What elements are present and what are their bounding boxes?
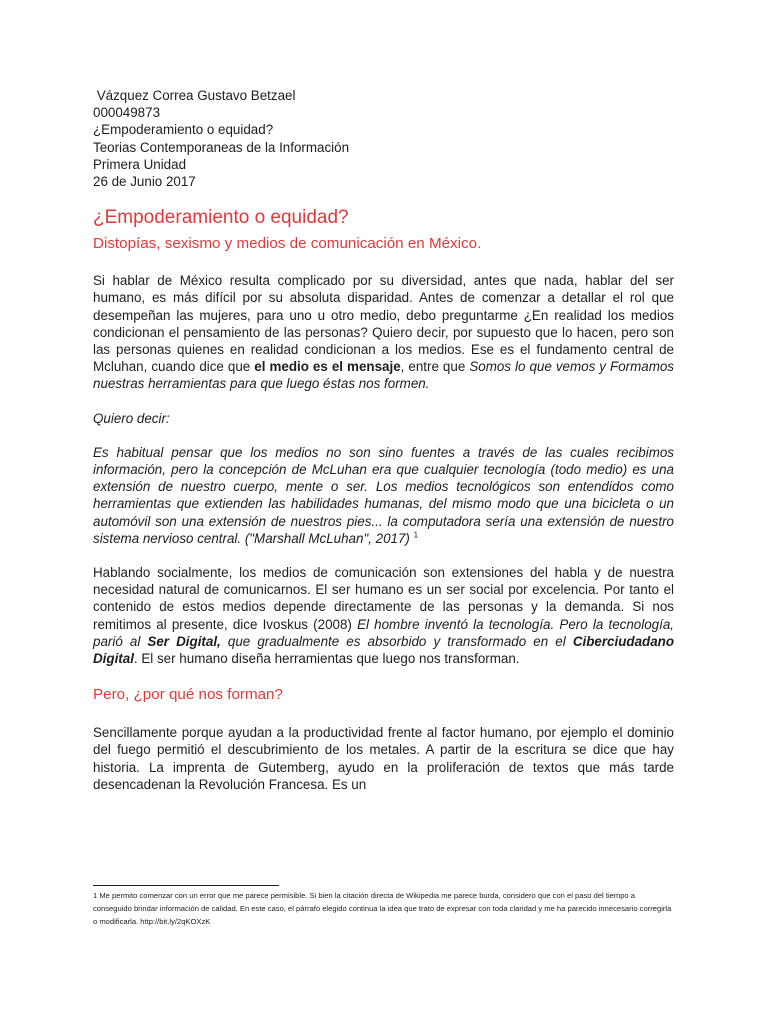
- bold-italic-ser-digital: Ser Digital,: [147, 633, 221, 649]
- unit-name: Primera Unidad: [93, 156, 187, 172]
- paragraph-intro: [93, 272, 674, 392]
- footnote-divider: [93, 885, 279, 886]
- paragraph-social: [93, 564, 674, 667]
- quote-text: Es habitual pensar que los medios no son sino fuentes a través de las cuales recibimos información, pero la concepción de McLuhan era que cualquier tecnología (todo medio) es una extensión de nuestro cuerpo, mente o ser. Los medios tecnológicos son entendidos como herramientas que extienden las habilidades humanas, del mismo modo que una bicicleta o un automóvil son una extensión de nuestros pies... la computadora sería una extensión de nuestro sistema nervioso central. ("Marshall McLuhan", 2017): [93, 444, 674, 546]
- bold-italic-ciberciudadano: Ciberciudadano Digital: [93, 633, 675, 667]
- paragraph-intro-text: Si hablar de México resulta complicado por su diversidad, antes que nada, hablar del ser humano, es más difícil por su absoluta disparidad. Antes de comenzar a detallar el rol que desempeñan las mujeres, para uno u otro medio, debo preguntarme ¿En realidad los medios condicionan el pensamiento de las personas? Quiero decir, por supuesto que lo hacen, pero son las personas quienes en realidad condicionan a los medios. Ese es el fundamento central de Mcluhan, cuando dice que: [93, 273, 674, 375]
- student-id: 000049873: [93, 105, 161, 121]
- document-content: [93, 87, 674, 793]
- footnote-reference[interactable]: 1: [413, 530, 419, 540]
- paragraph-intro-text-2: , entre que: [400, 359, 470, 375]
- document-date: 26 de Junio 2017: [93, 174, 196, 190]
- footnote-text: 1 Me permito comenzar con un error que me parece permisible. Si bien la citación directa de Wikipedia me parece burda, considero que con el paso del tiempo a conseguido brindar información de calidad. En este caso, el párrafo elegido continua la idea que trato de expresar con toda claridad y me ha parecido innecesario corregirla o modificarla. http://bit.ly/2qKOXzK: [93, 891, 672, 926]
- paragraph-social-text: Hablando socialmente, los medios de comunicación son extensiones del habla y de nuestra necesidad natural de comunicarnos. El ser humano es un ser social por excelencia. Por tanto el contenido de estos medios depende directamente de las personas y la demanda. Si nos remitimos al presente, dice Ivoskus (2008): [93, 565, 674, 632]
- course-name: Teorias Contemporaneas de la Información: [93, 139, 350, 155]
- italic-ivoskus-1: El hombre inventó la tecnología. Pero la tecnología, parió al: [93, 616, 674, 649]
- document-subtitle: Distopías, sexismo y medios de comunicación en México.: [93, 235, 482, 253]
- italic-ivoskus-2: que gradualmente es absorbido y transformado en el: [220, 633, 573, 649]
- header-block: [93, 87, 674, 190]
- author-name: Vázquez Correa Gustavo Betzael: [93, 88, 296, 103]
- document-title: ¿Empoderamiento o equidad?: [93, 207, 349, 229]
- section-heading: Pero, ¿por qué nos forman?: [93, 686, 283, 704]
- bold-phrase-medium-message: el medio es el mensaje: [254, 359, 401, 375]
- paragraph-quiero-decir: [93, 410, 674, 427]
- paragraph-productivity: Sencillamente porque ayudan a la productividad frente al factor humano, por ejemplo el dominio del fuego permitió el descubrimiento de los metales. A partir de la escritura se dice que hay historia. La imprenta de Gutemberg, ayudo en la proliferación de textos que más tarde desencadenan la Revolución Francesa. Es un: [93, 725, 674, 792]
- paragraph-social-text-2: . El ser humano diseña herramientas que luego nos transforman.: [133, 651, 520, 667]
- block-quote-mcluhan: [93, 444, 674, 547]
- italic-quote-tools: Somos lo que vemos y Formamos nuestras herramientas para que luego éstas nos formen.: [93, 359, 674, 392]
- header-topic: ¿Empoderamiento o equidad?: [93, 122, 274, 138]
- quiero-decir-text: Quiero decir:: [93, 410, 170, 426]
